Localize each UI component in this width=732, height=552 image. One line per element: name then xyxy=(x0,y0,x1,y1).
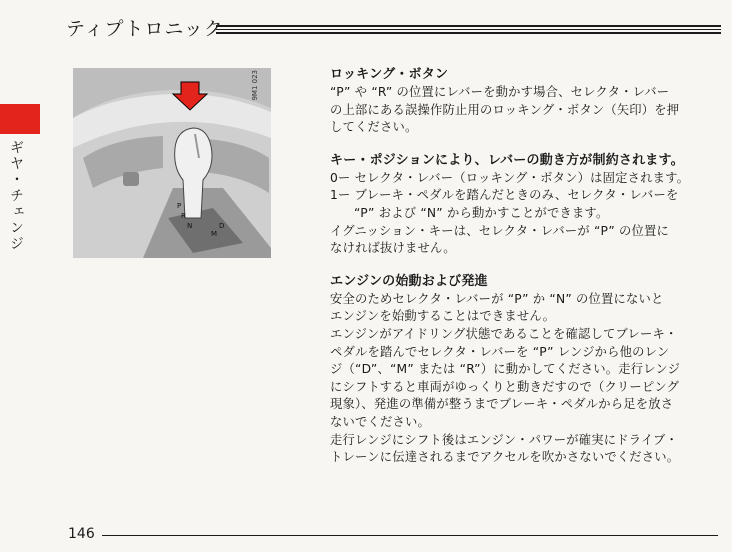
section-heading-engine-start: エンジンの始動および発進 xyxy=(330,273,488,289)
paragraph-line: イグニッション・キーは、セレクタ・レバーが “P” の位置に xyxy=(330,223,670,238)
shift-lever-illustration xyxy=(73,68,271,258)
page-footer xyxy=(68,524,718,546)
paragraph-line: ないでください。 xyxy=(330,414,430,429)
paragraph-line: トレーンに伝達されるまでアクセルを吹かさないでください。 xyxy=(330,450,680,465)
chapter-title: ティプトロニック xyxy=(66,18,224,40)
paragraph-line: してください。 xyxy=(330,120,418,135)
chapter-tab xyxy=(0,104,40,134)
paragraph-line: ジ（“D”、“M” または “R”）に動かしてください。走行レンジ xyxy=(330,362,681,377)
gear-label-n: N xyxy=(187,222,193,230)
paragraph-line: の上部にある誤操作防止用のロッキング・ボタン（矢印）を押 xyxy=(330,102,680,117)
paragraph-line: 0ー セレクタ・レバー（ロッキング・ボタン）は固定されます。 xyxy=(330,170,690,185)
paragraph-line: ペダルを踏んでセレクタ・レバーを “P” レンジから他のレン xyxy=(330,344,670,359)
gear-label-m: M xyxy=(211,230,218,238)
body-text xyxy=(330,66,710,467)
paragraph-line: 1ー ブレーキ・ペダルを踏んだときのみ、セレクタ・レバーを xyxy=(330,188,679,203)
paragraph-line: 走行レンジにシフト後はエンジン・パワーが確実にドライブ・ xyxy=(330,432,678,447)
gear-label-d: D xyxy=(219,222,225,230)
section-heading-locking-button: ロッキング・ボタン xyxy=(330,67,449,82)
section-heading-key-position: キー・ポジションにより、レバーの動き方が制約されます。 xyxy=(330,152,684,168)
header-rule xyxy=(216,25,721,34)
figure-code: 9M1 023 xyxy=(251,70,259,101)
paragraph-line: エンジンを始動することはできません。 xyxy=(330,309,556,324)
gear-label-p: P xyxy=(177,202,182,210)
footer-rule xyxy=(102,535,718,536)
shift-lever-drawing xyxy=(73,68,271,258)
paragraph-line: “P” や “R” の位置にレバーを動かす場合、セレクタ・レバー xyxy=(330,85,670,99)
gear-label-r: R xyxy=(181,212,186,220)
paragraph-line: 安全のためセレクタ・レバーが “P” か “N” の位置にないと xyxy=(330,291,664,306)
page-number: 146 xyxy=(68,526,95,542)
paragraph-line: 現象）、発進の準備が整うまでブレーキ・ペダルから足を放さ xyxy=(330,397,674,412)
paragraph-line: “P” および “N” から動かすことができます。 xyxy=(354,205,609,220)
paragraph-line: なければ抜けません。 xyxy=(330,241,456,256)
paragraph-line: にシフトすると車両がゆっくりと動きだすので（クリーピング xyxy=(330,379,680,394)
side-chapter-label: ギヤ・チェンジ xyxy=(8,140,24,252)
paragraph-line: エンジンがアイドリング状態であることを確認してブレーキ・ xyxy=(330,326,678,341)
page-header xyxy=(66,16,721,42)
